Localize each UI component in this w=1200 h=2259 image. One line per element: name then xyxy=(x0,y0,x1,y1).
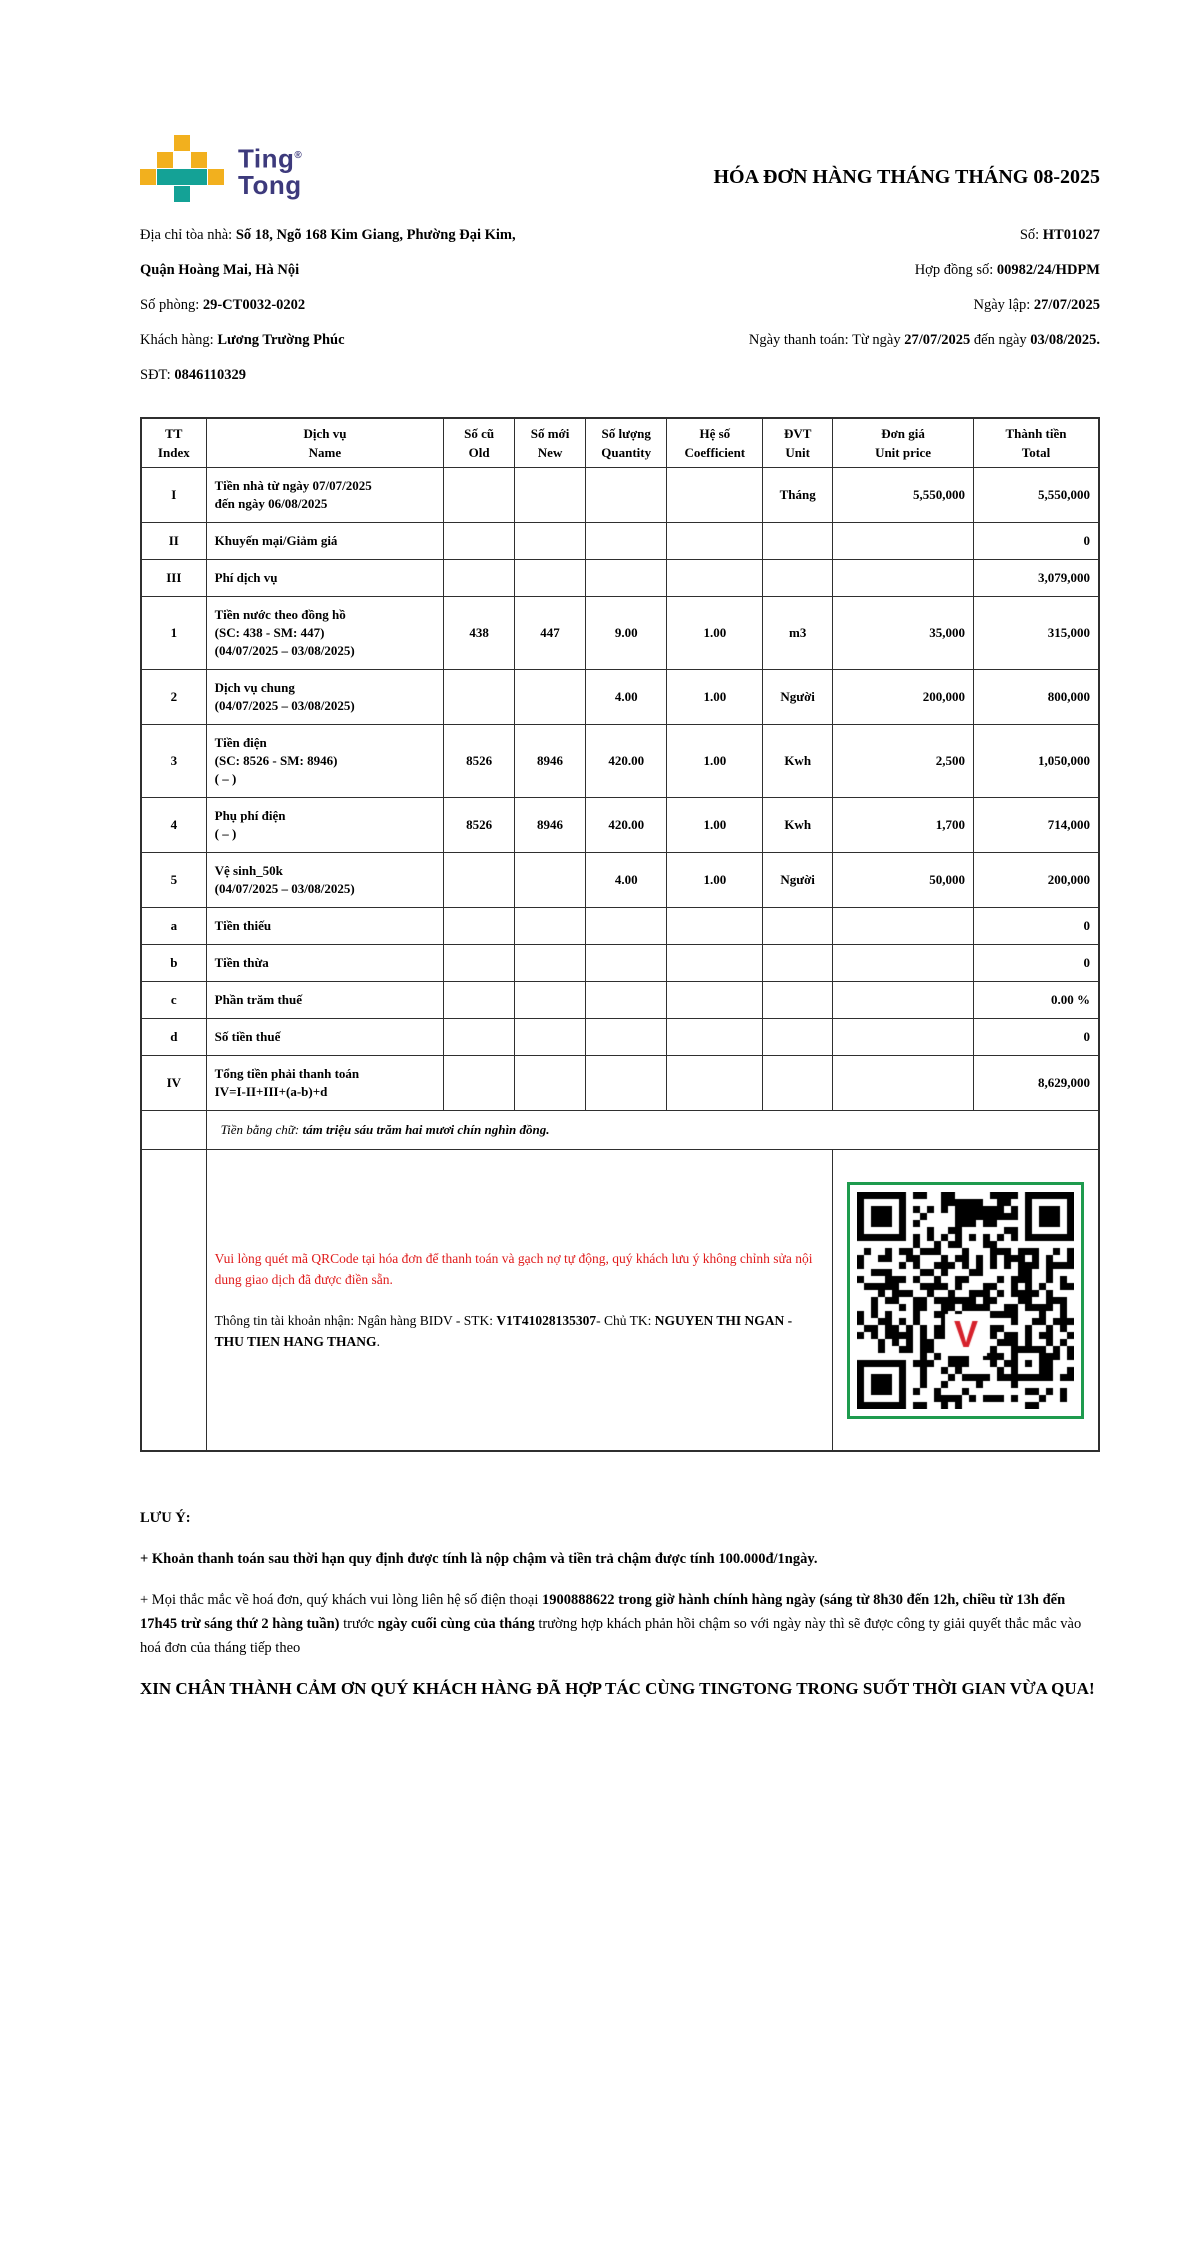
cell-name: Tiền nước theo đồng hồ (SC: 438 - SM: 447) (04/07/2025 – 03/08/2025) xyxy=(206,597,444,670)
cell-name: Tiền thiếu xyxy=(206,908,444,945)
cell-total: 800,000 xyxy=(973,670,1099,725)
table-row xyxy=(141,560,1099,597)
invoice-table xyxy=(140,417,1100,1452)
cell-qty: 4.00 xyxy=(586,670,667,725)
cell-qty xyxy=(586,908,667,945)
cell-name: Số tiền thuế xyxy=(206,1019,444,1056)
cell-qty xyxy=(586,1019,667,1056)
cell-coef xyxy=(667,1019,763,1056)
column-header: Thành tiền Total xyxy=(973,418,1099,468)
cell-tt: 4 xyxy=(141,798,206,853)
receiving-account-info: Thông tin tài khoản nhận: Ngân hàng BIDV - STK: V1T41028135307- Chủ TK: NGUYEN THI NGAN - THU TIEN HANG THANG. xyxy=(214,1313,793,1349)
cell-tt: I xyxy=(141,468,206,523)
table-row xyxy=(141,982,1099,1019)
contact-note: + Mọi thắc mắc về hoá đơn, quý khách vui lòng liên hệ số điện thoại 1900888622 trong giờ hành chính hàng ngày (sáng từ 8h30 đến 12h, chiều từ 13h đến 17h45 trừ sáng thứ 2 hàng tuần) trước ngày cuối cùng của tháng trường hợp khách phản hồi chậm so với ngày này thì sẽ được công ty giải quyết thắc mắc vào hoá đơn của tháng tiếp theo xyxy=(140,1592,1082,1656)
issue-date: Ngày lập: 27/07/2025 xyxy=(973,297,1100,313)
cell-old xyxy=(444,945,515,982)
cell-price xyxy=(833,908,974,945)
cell-new xyxy=(515,908,586,945)
cell-price xyxy=(833,1056,974,1111)
column-header: TT Index xyxy=(141,418,206,468)
cell-total: 8,629,000 xyxy=(973,1056,1099,1111)
amount-in-words: Tiền bằng chữ: tám triệu sáu trăm hai mươi chín nghìn đồng. xyxy=(206,1111,1099,1150)
cell-old xyxy=(444,1056,515,1111)
table-row xyxy=(141,945,1099,982)
cell-coef xyxy=(667,1056,763,1111)
cell-total: 5,550,000 xyxy=(973,468,1099,523)
cell-name: Tiền thừa xyxy=(206,945,444,982)
table-header-row xyxy=(141,418,1099,468)
cell-price: 5,550,000 xyxy=(833,468,974,523)
cell-price: 2,500 xyxy=(833,725,974,798)
cell-qty: 4.00 xyxy=(586,853,667,908)
cell-unit: Tháng xyxy=(763,468,833,523)
cell-qty xyxy=(586,982,667,1019)
cell-total: 0 xyxy=(973,945,1099,982)
cell-name: Tổng tiền phải thanh toán IV=I-II+III+(a-b)+d xyxy=(206,1056,444,1111)
cell-new xyxy=(515,523,586,560)
cell-unit xyxy=(763,1019,833,1056)
cell-unit xyxy=(763,982,833,1019)
tingtong-logo xyxy=(140,135,302,203)
cell-old xyxy=(444,523,515,560)
cell-old xyxy=(444,982,515,1019)
cell-qty xyxy=(586,945,667,982)
cell-coef: 1.00 xyxy=(667,725,763,798)
cell-total: 315,000 xyxy=(973,597,1099,670)
cell-name: Phần trăm thuế xyxy=(206,982,444,1019)
cell-old xyxy=(444,670,515,725)
thank-you-note: XIN CHÂN THÀNH CẢM ƠN QUÝ KHÁCH HÀNG ĐÃ HỢP TÁC CÙNG TINGTONG TRONG SUỐT THỜI GIAN VỪA QUA! xyxy=(140,1679,1095,1698)
cell-total: 3,079,000 xyxy=(973,560,1099,597)
registered-mark: ® xyxy=(294,150,303,161)
cell-qty: 420.00 xyxy=(586,725,667,798)
cell-qty xyxy=(586,1056,667,1111)
cell-old: 438 xyxy=(444,597,515,670)
cell-tt: II xyxy=(141,523,206,560)
cell-total: 714,000 xyxy=(973,798,1099,853)
cell-total: 0.00 % xyxy=(973,982,1099,1019)
cell-old xyxy=(444,908,515,945)
customer-name: Khách hàng: Lương Trường Phúc xyxy=(140,332,345,348)
qr-code xyxy=(857,1192,1074,1409)
cell-name: Khuyến mại/Giảm giá xyxy=(206,523,444,560)
tingtong-logo-icon xyxy=(140,135,225,203)
table-row xyxy=(141,798,1099,853)
qr-cell xyxy=(833,1150,1099,1452)
cell-total: 0 xyxy=(973,523,1099,560)
cell-old: 8526 xyxy=(444,725,515,798)
cell-new xyxy=(515,945,586,982)
cell-name: Vệ sinh_50k (04/07/2025 – 03/08/2025) xyxy=(206,853,444,908)
qr-code-frame xyxy=(847,1182,1084,1419)
cell-empty xyxy=(141,1111,206,1150)
info-right-empty xyxy=(678,367,1100,402)
cell-unit: Người xyxy=(763,853,833,908)
cell-coef xyxy=(667,908,763,945)
cell-qty xyxy=(586,468,667,523)
cell-old: 8526 xyxy=(444,798,515,853)
cell-new: 8946 xyxy=(515,798,586,853)
cell-new xyxy=(515,468,586,523)
cell-price: 1,700 xyxy=(833,798,974,853)
column-header: Số mới New xyxy=(515,418,586,468)
cell-total: 0 xyxy=(973,908,1099,945)
cell-name: Phụ phí điện ( – ) xyxy=(206,798,444,853)
cell-total: 1,050,000 xyxy=(973,725,1099,798)
invoice-number: Số: HT01027 xyxy=(1019,227,1100,243)
cell-price xyxy=(833,523,974,560)
contract-number: Hợp đồng số: 00982/24/HDPM xyxy=(914,262,1100,278)
cell-old xyxy=(444,853,515,908)
table-row xyxy=(141,908,1099,945)
cell-tt: d xyxy=(141,1019,206,1056)
room-number: Số phòng: 29-CT0032-0202 xyxy=(140,297,306,313)
cell-tt: a xyxy=(141,908,206,945)
cell-new: 8946 xyxy=(515,725,586,798)
cell-unit xyxy=(763,523,833,560)
building-address-line1: Địa chỉ tòa nhà: Số 18, Ngõ 168 Kim Giang, Phường Đại Kim, xyxy=(140,227,516,243)
table-row xyxy=(141,597,1099,670)
cell-unit xyxy=(763,1056,833,1111)
cell-new xyxy=(515,853,586,908)
footer-notes xyxy=(140,1506,1100,1701)
cell-new xyxy=(515,1019,586,1056)
cell-price xyxy=(833,945,974,982)
cell-coef xyxy=(667,982,763,1019)
column-header: ĐVT Unit xyxy=(763,418,833,468)
cell-price xyxy=(833,560,974,597)
column-header: Số cũ Old xyxy=(444,418,515,468)
cell-coef: 1.00 xyxy=(667,798,763,853)
qr-row xyxy=(141,1150,1099,1452)
cell-new: 447 xyxy=(515,597,586,670)
cell-price: 200,000 xyxy=(833,670,974,725)
cell-total: 200,000 xyxy=(973,853,1099,908)
cell-price xyxy=(833,1019,974,1056)
cell-unit: Kwh xyxy=(763,798,833,853)
cell-coef xyxy=(667,523,763,560)
cell-coef: 1.00 xyxy=(667,597,763,670)
cell-qty xyxy=(586,523,667,560)
cell-unit xyxy=(763,908,833,945)
cell-tt: IV xyxy=(141,1056,206,1111)
table-row xyxy=(141,1019,1099,1056)
invoice-title: HÓA ĐƠN HÀNG THÁNG THÁNG 08-2025 xyxy=(713,166,1100,188)
late-fee-note: + Khoản thanh toán sau thời hạn quy định được tính là nộp chậm và tiền trả chậm được tính 100.000đ/1ngày. xyxy=(140,1551,818,1567)
cell-tt: 5 xyxy=(141,853,206,908)
amount-in-words-row xyxy=(141,1111,1099,1150)
cell-name: Dịch vụ chung (04/07/2025 – 03/08/2025) xyxy=(206,670,444,725)
qr-instruction-note: Vui lòng quét mã QRCode tại hóa đơn để thanh toán và gạch nợ tự động, quý khách lưu ý không chỉnh sửa nội dung giao dịch đã được điền sẵn. xyxy=(214,1251,813,1287)
qr-text-cell xyxy=(206,1150,833,1452)
cell-coef xyxy=(667,945,763,982)
cell-qty: 9.00 xyxy=(586,597,667,670)
cell-unit: m3 xyxy=(763,597,833,670)
cell-tt: 3 xyxy=(141,725,206,798)
cell-coef xyxy=(667,468,763,523)
cell-old xyxy=(444,1019,515,1056)
tingtong-wordmark: Ting® Tong xyxy=(238,143,303,200)
cell-qty xyxy=(586,560,667,597)
cell-tt: b xyxy=(141,945,206,982)
cell-new xyxy=(515,1056,586,1111)
table-row xyxy=(141,468,1099,523)
column-header: Đơn giá Unit price xyxy=(833,418,974,468)
cell-price: 35,000 xyxy=(833,597,974,670)
column-header: Số lượng Quantity xyxy=(586,418,667,468)
cell-unit: Người xyxy=(763,670,833,725)
notes-heading: LƯU Ý: xyxy=(140,1510,191,1526)
table-row xyxy=(141,725,1099,798)
table-row xyxy=(141,523,1099,560)
column-header: Dịch vụ Name xyxy=(206,418,444,468)
cell-coef xyxy=(667,560,763,597)
cell-new xyxy=(515,670,586,725)
cell-unit xyxy=(763,560,833,597)
cell-qty: 420.00 xyxy=(586,798,667,853)
cell-new xyxy=(515,560,586,597)
cell-tt: III xyxy=(141,560,206,597)
cell-price xyxy=(833,982,974,1019)
invoice-info xyxy=(140,227,1100,402)
cell-total: 0 xyxy=(973,1019,1099,1056)
table-row xyxy=(141,853,1099,908)
cell-tt: 1 xyxy=(141,597,206,670)
cell-price: 50,000 xyxy=(833,853,974,908)
cell-empty xyxy=(141,1150,206,1452)
cell-name: Tiền điện (SC: 8526 - SM: 8946) ( – ) xyxy=(206,725,444,798)
cell-name: Tiền nhà từ ngày 07/07/2025 đến ngày 06/08/2025 xyxy=(206,468,444,523)
cell-unit: Kwh xyxy=(763,725,833,798)
customer-phone: SĐT: 0846110329 xyxy=(140,367,247,383)
cell-name: Phí dịch vụ xyxy=(206,560,444,597)
cell-tt: 2 xyxy=(141,670,206,725)
cell-coef: 1.00 xyxy=(667,670,763,725)
column-header: Hệ số Coefficient xyxy=(667,418,763,468)
cell-old xyxy=(444,468,515,523)
cell-old xyxy=(444,560,515,597)
payment-period: Ngày thanh toán: Từ ngày 27/07/2025 đến ngày 03/08/2025. xyxy=(748,332,1100,348)
table-row xyxy=(141,1056,1099,1111)
cell-new xyxy=(515,982,586,1019)
invoice-header xyxy=(140,135,1100,203)
cell-coef: 1.00 xyxy=(667,853,763,908)
table-row xyxy=(141,670,1099,725)
cell-unit xyxy=(763,945,833,982)
building-address-line2: Quận Hoàng Mai, Hà Nội xyxy=(140,262,300,278)
cell-tt: c xyxy=(141,982,206,1019)
